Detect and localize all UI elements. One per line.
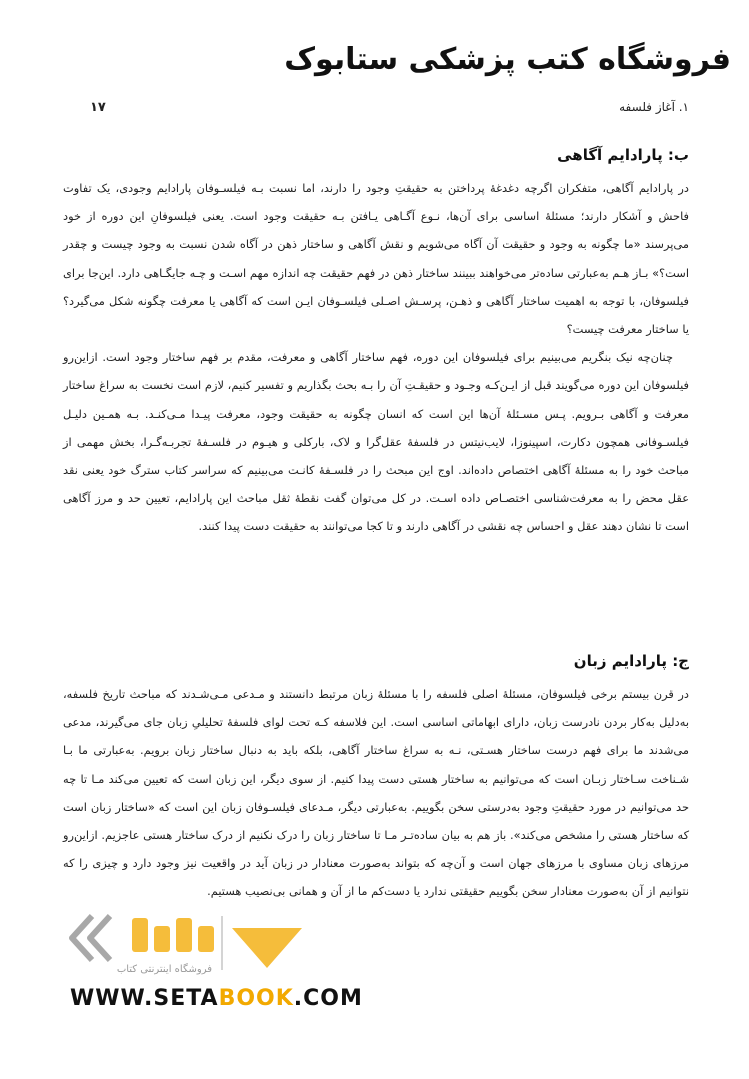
section-c bbox=[63, 652, 689, 906]
setabook-logo bbox=[62, 908, 332, 978]
store-title: فروشگاه کتب پزشکی ستابوک bbox=[284, 42, 731, 77]
chapter-title: ۱. آغاز فلسفه bbox=[619, 100, 689, 114]
logo-subtitle: فروشگاه اینترنتی کتاب bbox=[116, 964, 212, 975]
url-part-1: WWW.SETA bbox=[70, 986, 219, 1011]
section-b-heading: ب: پارادایم آگاهی bbox=[557, 146, 689, 164]
url-part-3: .COM bbox=[293, 986, 363, 1011]
section-c-paragraph-1: در قرن بیستم برخی فیلسوفان، مسئلهٔ اصلی فلسفه را با مسئلهٔ زبان مرتبط دانستند و مـدعی مـی‌شـدند که مباحث تاریخ فلسفه، به‌دلیل به‌کار بردن نادرست زبان، دارای ابهاماتی اساسی است. این فلاسفه کـه تحت لوای فلسفهٔ تحلیلیِ زبان جای می‌گیرند، مدعی می‌شدند ما برای فهم درست ساختار هسـتی، نـه به سراغ ساختار آگاهی، بلکه باید به دنبال ساختار زبان برویم. به‌عبارتی ما بـا شـناخت سـاختار زبـان است که می‌توانیم به ساختار هستی دست پیدا کنیم. از سوی دیگر، این زبان است که تعیین می‌کند مـا تا چه حد می‌توانیم در مورد حقیقتِ وجود به‌درستی سخن بگوییم. به‌عبارتی دیگر، مـدعای فیلسـوفان زبان این است که «ساختار زبان است که ساختار هستی را مشخص می‌کند». باز هم به بیان ساده‌تـر مـا تا ساختار زبان را درک نکنیم از درک ساختار هستی عاجزیم. ازاین‌رو مرزهای زبان مساوی با مرزهای جهان است و آن‌چه که بتواند به‌صورت معنادار در زبان آید در واقعیت نیز وجود دارد و چیزی را که نتوانیم از آن به‌صورت معنادار سخن بگوییم حقیقتی ندارد یا دست‌کم ما از آن و همانی بی‌نصیب هستیم. bbox=[63, 687, 689, 899]
section-b-paragraph-2: چنان‌چه نیک بنگریم می‌بینیم برای فیلسوفان این دوره، فهم ساختار آگاهی و معرفت، مقدم بر فهم ساختار وجود است. ازاین‌رو فیلسوفان این دوره می‌گویند قبل از ایـن‌کـه وجـود و حقیقـتِ آن را بـه بحث بگذاریم و تفسیر کنیم، لازم است نخست به سراغ ساختار معرفت و آگاهی بـرویم. پـس مسـئلهٔ آن‌ها این است که انسان چگونه به حقیقت وجود، معرفت پیـدا مـی‌کنـد. بـه همـین دلیـل فیلسـوفانی همچون دکارت، اسپینوزا، لایب‌نیتس در فلسفهٔ عقل‌گرا و لاک، بارکلی و هیـوم در فلسـفهٔ تجربـه‌گـرا، بخش مهمی از مباحث خود را به مسئلهٔ آگاهی اختصاص داده‌اند. اوج این مبحث را در فلسـفهٔ کانـت می‌بینیم که سراسر کتاب سترگ خود یعنی نقد عقل محض را به معرفت‌شناسی اختصـاص داده اسـت. در کل می‌توان گفت نقطهٔ ثقل مباحث این پارادایم، تعیین حد و مرز آگاهی است تا نشان دهند عقل و احساس چه نقشی در آگاهی دارند و تا کجا می‌توانند به حقیقت دست پیدا کنند. bbox=[63, 350, 689, 534]
url-part-2: BOOK bbox=[218, 986, 294, 1011]
running-head bbox=[90, 98, 689, 116]
logo-mark-icon bbox=[132, 918, 302, 968]
section-b-paragraph-1: در پارادایم آگاهی، متفکران اگرچه دغدغهٔ پرداختن به حقیقتِ وجود را دارند، اما نسبت بـه فیلسـوفان پارادایم وجودی، یک تفاوت فاحش و آشکار دارند؛ مسئلهٔ اساسی برای آن‌ها، نـوع آگـاهی یـافتن بـه حقیقت وجود است. یعنی فیلسوفانِ این دوره از خود می‌پرسند «ما چگونه به وجود و حقیقت آن آگاه می‌شویم و نقش آگاهی و ساختار ذهن در آگاه شدن نسبت به وجود چیست و چقدر است؟» بـاز هـم به‌عبارتی ساده‌تر می‌خواهند ببینند ساختار ذهن در فهم حقیقت چه اندازه مهم اسـت و چـه جایگـاهی دارد. این‌جا برای فیلسوفان، با توجه به اهمیت ساختار آگاهی و ذهـن، پرسـش اصـلی فیلسـوفان ایـن است که آگاهی یا معرفت چگونه شکل می‌گیرد؟ یا ساختار معرفت چیست؟ bbox=[63, 181, 689, 337]
watermark-url bbox=[70, 986, 363, 1011]
section-c-heading: ج: پارادایم زبان bbox=[573, 652, 689, 670]
page-number: ۱۷ bbox=[90, 99, 106, 115]
logo-chevrons-icon bbox=[72, 916, 110, 960]
section-b bbox=[63, 146, 689, 541]
